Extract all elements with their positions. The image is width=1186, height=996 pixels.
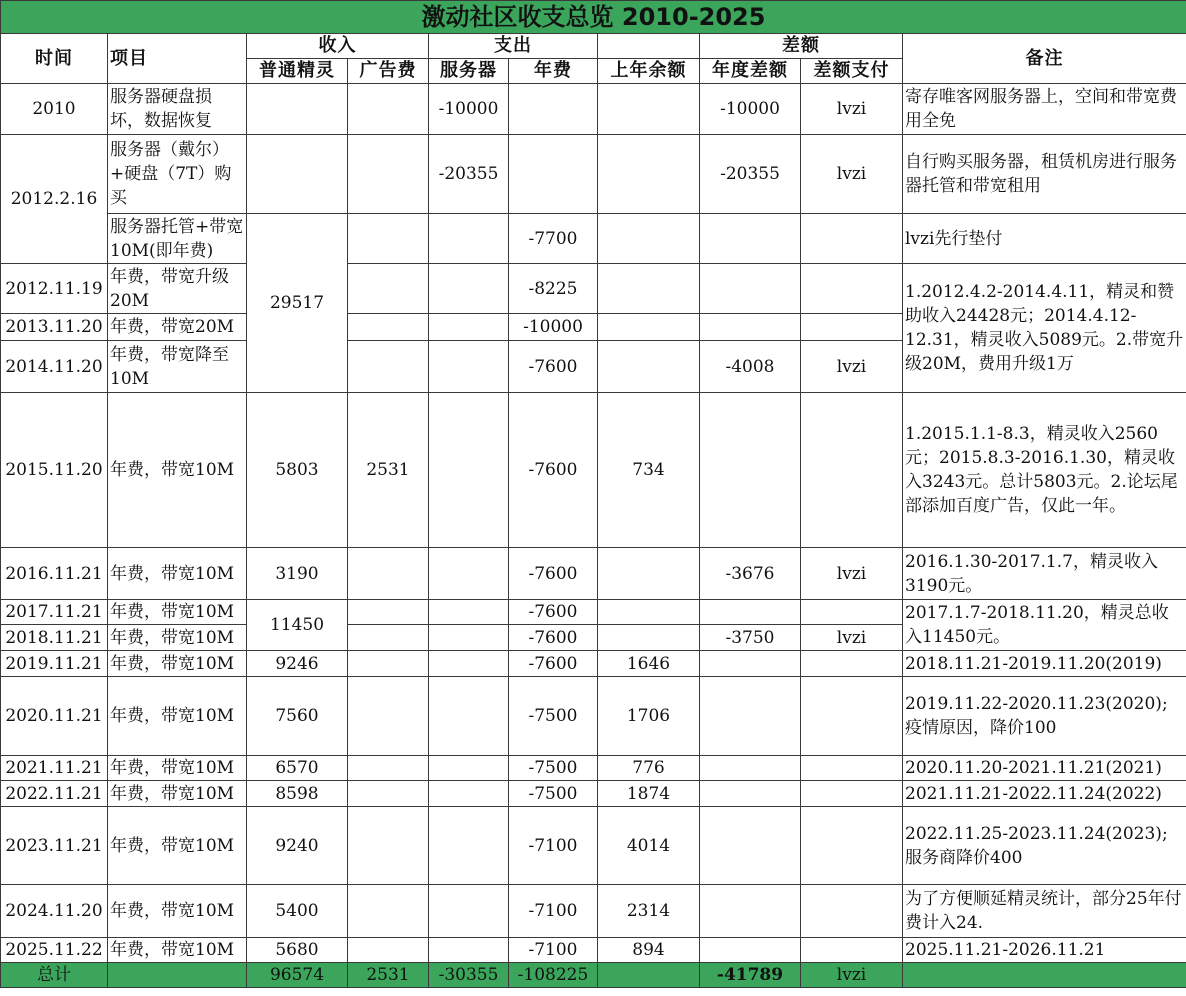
cell-balance <box>598 548 700 600</box>
total-ad: 2531 <box>348 963 429 988</box>
total-diff: -41789 <box>700 963 801 988</box>
cell-fee: -7500 <box>509 781 598 807</box>
cell-ad <box>348 938 429 963</box>
table-row <box>1 264 1186 314</box>
cell-fee: -7500 <box>509 756 598 781</box>
cell-fee: -7500 <box>509 677 598 756</box>
cell-fee: -7700 <box>509 214 598 264</box>
cell-ad <box>348 756 429 781</box>
cell-income: 29517 <box>247 214 348 393</box>
cell-time: 2024.11.20 <box>1 885 108 938</box>
cell-income: 9240 <box>247 807 348 885</box>
table-row <box>1 135 1186 214</box>
total-server: -30355 <box>429 963 509 988</box>
cell-note: 2017.1.7-2018.11.20，精灵总收入11450元。 <box>903 600 1186 651</box>
cell-fee <box>509 135 598 214</box>
cell-fee: -10000 <box>509 314 598 341</box>
cell-note: 为了方便顺延精灵统计，部分25年付费计入24. <box>903 885 1186 938</box>
cell-server <box>429 625 509 651</box>
total-balance <box>598 963 700 988</box>
cell-note: 1.2015.1.1-8.3，精灵收入2560元；2015.8.3-2016.1.30，精灵收入3243元。总计5803元。2.论坛尾部添加百度广告，仅此一年。 <box>903 393 1186 548</box>
cell-diff <box>700 756 801 781</box>
cell-item: 服务器托管+带宽10M(即年费) <box>108 214 247 264</box>
cell-pay: lvzi <box>801 625 903 651</box>
cell-ad <box>348 625 429 651</box>
cell-pay <box>801 314 903 341</box>
cell-pay <box>801 807 903 885</box>
cell-income: 6570 <box>247 756 348 781</box>
table-title: 激动社区收支总览 2010-2025 <box>1 1 1186 34</box>
header-expense: 支出 <box>429 34 598 59</box>
table-row <box>1 885 1186 938</box>
cell-balance <box>598 314 700 341</box>
cell-diff <box>700 314 801 341</box>
cell-diff: -3676 <box>700 548 801 600</box>
cell-item: 服务器（戴尔）+硬盘（7T）购买 <box>108 135 247 214</box>
cell-balance: 1874 <box>598 781 700 807</box>
cell-diff: -20355 <box>700 135 801 214</box>
cell-diff <box>700 807 801 885</box>
cell-balance <box>598 84 700 135</box>
cell-pay <box>801 677 903 756</box>
cell-server <box>429 651 509 677</box>
cell-pay <box>801 651 903 677</box>
cell-ad <box>348 548 429 600</box>
cell-item: 年费，带宽20M <box>108 314 247 341</box>
subheader-annual-fee: 年费 <box>509 59 598 84</box>
cell-item: 年费，带宽升级20M <box>108 264 247 314</box>
cell-fee: -7100 <box>509 807 598 885</box>
cell-ad <box>348 341 429 393</box>
cell-income: 7560 <box>247 677 348 756</box>
cell-ad <box>348 600 429 625</box>
header-diff: 差额 <box>700 34 903 59</box>
table-row <box>1 781 1186 807</box>
cell-server <box>429 677 509 756</box>
cell-diff <box>700 600 801 625</box>
cell-item: 年费，带宽10M <box>108 938 247 963</box>
cell-item: 年费，带宽10M <box>108 600 247 625</box>
table-row <box>1 84 1186 135</box>
cell-pay: lvzi <box>801 341 903 393</box>
header-note: 备注 <box>903 34 1186 84</box>
cell-ad: 2531 <box>348 393 429 548</box>
cell-diff <box>700 651 801 677</box>
table-row <box>1 393 1186 548</box>
cell-note: 2016.1.30-2017.1.7，精灵收入3190元。 <box>903 548 1186 600</box>
cell-fee: -7600 <box>509 393 598 548</box>
cell-time: 2018.11.21 <box>1 625 108 651</box>
cell-pay <box>801 264 903 314</box>
cell-pay: lvzi <box>801 84 903 135</box>
cell-note: 2019.11.22-2020.11.23(2020);疫情原因，降价100 <box>903 677 1186 756</box>
subheader-server: 服务器 <box>429 59 509 84</box>
cell-note: 2022.11.25-2023.11.24(2023);服务商降价400 <box>903 807 1186 885</box>
cell-item: 年费，带宽10M <box>108 781 247 807</box>
cell-server <box>429 214 509 264</box>
cell-diff <box>700 677 801 756</box>
total-note <box>903 963 1186 988</box>
cell-server <box>429 885 509 938</box>
cell-item: 年费，带宽10M <box>108 885 247 938</box>
cell-note: 2021.11.21-2022.11.24(2022) <box>903 781 1186 807</box>
cell-diff: -10000 <box>700 84 801 135</box>
cell-income: 5680 <box>247 938 348 963</box>
cell-balance <box>598 264 700 314</box>
cell-diff <box>700 781 801 807</box>
cell-server: -10000 <box>429 84 509 135</box>
cell-ad <box>348 84 429 135</box>
cell-time: 2015.11.20 <box>1 393 108 548</box>
cell-time: 2020.11.21 <box>1 677 108 756</box>
cell-diff <box>700 393 801 548</box>
cell-time: 2021.11.21 <box>1 756 108 781</box>
cell-item: 年费，带宽10M <box>108 756 247 781</box>
cell-income: 5400 <box>247 885 348 938</box>
cell-diff <box>700 885 801 938</box>
cell-server <box>429 781 509 807</box>
cell-fee: -7600 <box>509 651 598 677</box>
cell-income: 8598 <box>247 781 348 807</box>
cell-balance: 894 <box>598 938 700 963</box>
cell-time: 2014.11.20 <box>1 341 108 393</box>
cell-ad <box>348 807 429 885</box>
cell-time: 2022.11.21 <box>1 781 108 807</box>
cell-item: 年费，带宽10M <box>108 651 247 677</box>
cell-pay <box>801 781 903 807</box>
header-blank <box>598 34 700 59</box>
cell-pay <box>801 938 903 963</box>
cell-balance: 1646 <box>598 651 700 677</box>
cell-pay <box>801 756 903 781</box>
cell-diff: -4008 <box>700 341 801 393</box>
table-row <box>1 548 1186 600</box>
cell-item: 年费，带宽10M <box>108 548 247 600</box>
total-item <box>108 963 247 988</box>
cell-ad <box>348 651 429 677</box>
cell-ad <box>348 214 429 264</box>
cell-pay: lvzi <box>801 135 903 214</box>
cell-balance: 1706 <box>598 677 700 756</box>
cell-income: 5803 <box>247 393 348 548</box>
cell-ad <box>348 264 429 314</box>
subheader-normal-elf: 普通精灵 <box>247 59 348 84</box>
header-item: 项目 <box>108 34 247 84</box>
cell-time: 2016.11.21 <box>1 548 108 600</box>
cell-note: 2020.11.20-2021.11.21(2021) <box>903 756 1186 781</box>
cell-balance <box>598 135 700 214</box>
cell-diff <box>700 264 801 314</box>
cell-note: 2025.11.21-2026.11.21 <box>903 938 1186 963</box>
cell-server <box>429 756 509 781</box>
cell-balance: 734 <box>598 393 700 548</box>
cell-server <box>429 393 509 548</box>
cell-diff <box>700 938 801 963</box>
cell-server <box>429 600 509 625</box>
cell-server <box>429 548 509 600</box>
cell-ad <box>348 135 429 214</box>
cell-balance: 776 <box>598 756 700 781</box>
cell-fee: -7600 <box>509 548 598 600</box>
cell-pay <box>801 393 903 548</box>
cell-balance <box>598 214 700 264</box>
cell-income <box>247 135 348 214</box>
cell-time: 2012.2.16 <box>1 135 108 264</box>
cell-item: 服务器硬盘损坏，数据恢复 <box>108 84 247 135</box>
cell-income: 11450 <box>247 600 348 651</box>
cell-balance <box>598 625 700 651</box>
cell-item: 年费，带宽降至10M <box>108 341 247 393</box>
cell-ad <box>348 781 429 807</box>
cell-income: 9246 <box>247 651 348 677</box>
cell-ad <box>348 314 429 341</box>
table-row <box>1 214 1186 264</box>
cell-income: 3190 <box>247 548 348 600</box>
header-income: 收入 <box>247 34 429 59</box>
cell-note: 自行购买服务器，租赁机房进行服务器托管和带宽租用 <box>903 135 1186 214</box>
cell-time: 2017.11.21 <box>1 600 108 625</box>
cell-balance: 4014 <box>598 807 700 885</box>
subheader-ad-fee: 广告费 <box>348 59 429 84</box>
cell-fee: -7600 <box>509 600 598 625</box>
cell-pay <box>801 885 903 938</box>
cell-time: 2019.11.21 <box>1 651 108 677</box>
total-income: 96574 <box>247 963 348 988</box>
cell-item: 年费，带宽10M <box>108 625 247 651</box>
total-row <box>1 963 1186 988</box>
cell-pay <box>801 214 903 264</box>
cell-note: 寄存唯客网服务器上，空间和带宽费用全免 <box>903 84 1186 135</box>
cell-server <box>429 807 509 885</box>
cell-time: 2025.11.22 <box>1 938 108 963</box>
table-row <box>1 938 1186 963</box>
subheader-diff-pay: 差额支付 <box>801 59 903 84</box>
cell-ad <box>348 885 429 938</box>
cell-time: 2013.11.20 <box>1 314 108 341</box>
cell-pay: lvzi <box>801 548 903 600</box>
cell-note: 2018.11.21-2019.11.20(2019) <box>903 651 1186 677</box>
cell-time: 2023.11.21 <box>1 807 108 885</box>
cell-server <box>429 314 509 341</box>
cell-fee: -7100 <box>509 938 598 963</box>
table-row <box>1 756 1186 781</box>
cell-fee: -8225 <box>509 264 598 314</box>
header-time: 时间 <box>1 34 108 84</box>
table-row <box>1 651 1186 677</box>
cell-time: 2012.11.19 <box>1 264 108 314</box>
cell-pay <box>801 600 903 625</box>
cell-balance <box>598 600 700 625</box>
cell-diff <box>700 214 801 264</box>
table-row <box>1 677 1186 756</box>
cell-server <box>429 264 509 314</box>
cell-server: -20355 <box>429 135 509 214</box>
cell-balance: 2314 <box>598 885 700 938</box>
cell-item: 年费，带宽10M <box>108 677 247 756</box>
cell-note: 1.2012.4.2-2014.4.11，精灵和赞助收入24428元；2014.4.12-12.31，精灵收入5089元。2.带宽升级20M，费用升级1万 <box>903 264 1186 393</box>
subheader-year-diff: 年度差额 <box>700 59 801 84</box>
cell-server <box>429 341 509 393</box>
table-row <box>1 807 1186 885</box>
cell-fee: -7100 <box>509 885 598 938</box>
total-fee: -108225 <box>509 963 598 988</box>
table-row <box>1 600 1186 625</box>
cell-item: 年费，带宽10M <box>108 807 247 885</box>
cell-fee <box>509 84 598 135</box>
cell-balance <box>598 341 700 393</box>
cell-fee: -7600 <box>509 341 598 393</box>
cell-item: 年费，带宽10M <box>108 393 247 548</box>
subheader-prev-balance: 上年余额 <box>598 59 700 84</box>
total-pay: lvzi <box>801 963 903 988</box>
cell-diff: -3750 <box>700 625 801 651</box>
cell-income <box>247 84 348 135</box>
cell-fee: -7600 <box>509 625 598 651</box>
cell-note: lvzi先行垫付 <box>903 214 1186 264</box>
cell-server <box>429 938 509 963</box>
total-label: 总计 <box>1 963 108 988</box>
cell-ad <box>348 677 429 756</box>
cell-time: 2010 <box>1 84 108 135</box>
